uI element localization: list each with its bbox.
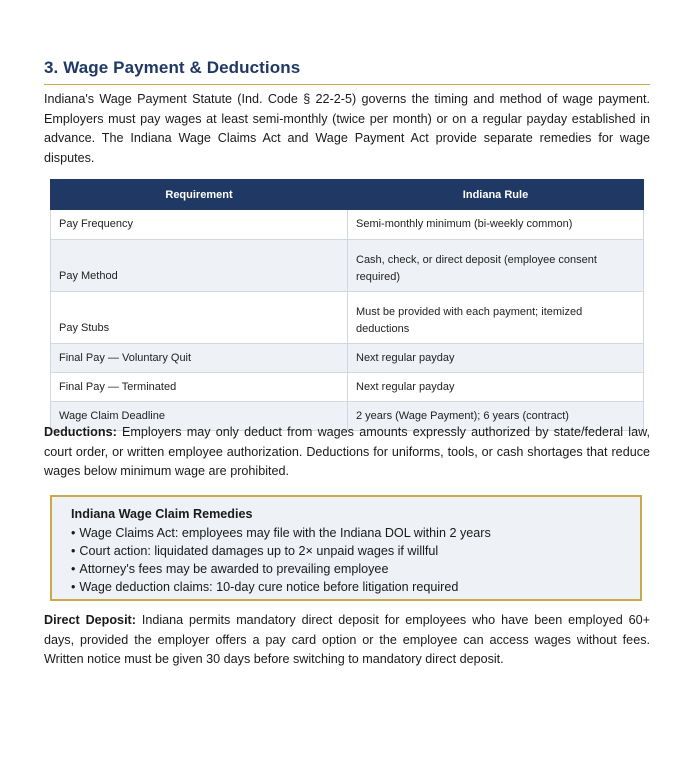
cell-rule: Semi-monthly minimum (bi-weekly common) xyxy=(348,210,644,240)
cell-requirement: Pay Frequency xyxy=(51,210,348,240)
direct-deposit-text: Indiana permits mandatory direct deposit for employees who have been employed 60+ days, provided the employer offers a pay card option or the employee can access wages without fees. Written notice must be given 30 days before switching to mandatory direct deposit. xyxy=(44,613,650,666)
table-row xyxy=(51,240,644,292)
list-item xyxy=(71,524,491,542)
remedies-callout-box xyxy=(50,495,642,601)
cell-rule: Cash, check, or direct deposit (employee consent required) xyxy=(348,240,644,292)
direct-deposit-label: Direct Deposit: xyxy=(44,613,136,627)
deductions-text: Employers may only deduct from wages amounts expressly authorized by state/federal law, court order, or written employee authorization. Deductions for uniforms, tools, or cash shortages that reduce wages below minimum wage are prohibited. xyxy=(44,425,650,478)
cell-rule: 2 years (Wage Payment); 6 years (contract) xyxy=(348,402,644,431)
remedy-text: Court action: liquidated damages up to 2× unpaid wages if willful xyxy=(79,544,439,558)
deductions-label: Deductions: xyxy=(44,425,117,439)
table-header-row xyxy=(51,180,644,210)
cell-requirement: Pay Method xyxy=(51,240,348,292)
title-divider xyxy=(44,84,650,85)
bullet-icon: • xyxy=(71,580,76,594)
list-item xyxy=(71,560,491,578)
list-item xyxy=(71,542,491,560)
wage-rules-table xyxy=(50,179,644,431)
cell-requirement: Final Pay — Terminated xyxy=(51,373,348,402)
cell-requirement: Pay Stubs xyxy=(51,292,348,344)
table-row xyxy=(51,210,644,240)
table-row xyxy=(51,373,644,402)
remedies-title: Indiana Wage Claim Remedies xyxy=(71,507,253,521)
cell-requirement: Final Pay — Voluntary Quit xyxy=(51,344,348,373)
remedy-text: Wage deduction claims: 10-day cure notice before litigation required xyxy=(79,580,459,594)
bullet-icon: • xyxy=(71,544,76,558)
cell-rule: Next regular payday xyxy=(348,344,644,373)
header-indiana-rule: Indiana Rule xyxy=(348,180,644,210)
cell-rule: Next regular payday xyxy=(348,373,644,402)
intro-paragraph: Indiana's Wage Payment Statute (Ind. Code § 22-2-5) governs the timing and method of wage payment. Employers must pay wages at least semi-monthly (twice per month) or on a regular payday established in advance. The Indiana Wage Claims Act and Wage Payment Act provide separate remedies for wage disputes. xyxy=(44,92,650,165)
remedies-list xyxy=(71,524,491,596)
table-row xyxy=(51,344,644,373)
cell-requirement: Wage Claim Deadline xyxy=(51,402,348,431)
direct-deposit-paragraph xyxy=(44,611,650,670)
deductions-paragraph xyxy=(44,423,650,482)
remedy-text: Attorney's fees may be awarded to prevailing employee xyxy=(79,562,389,576)
list-item xyxy=(71,578,491,596)
section-title: 3. Wage Payment & Deductions xyxy=(44,58,301,77)
remedy-text: Wage Claims Act: employees may file with the Indiana DOL within 2 years xyxy=(79,526,491,540)
bullet-icon: • xyxy=(71,562,76,576)
table-row xyxy=(51,292,644,344)
header-requirement: Requirement xyxy=(51,180,348,210)
bullet-icon: • xyxy=(71,526,76,540)
cell-rule: Must be provided with each payment; itemized deductions xyxy=(348,292,644,344)
